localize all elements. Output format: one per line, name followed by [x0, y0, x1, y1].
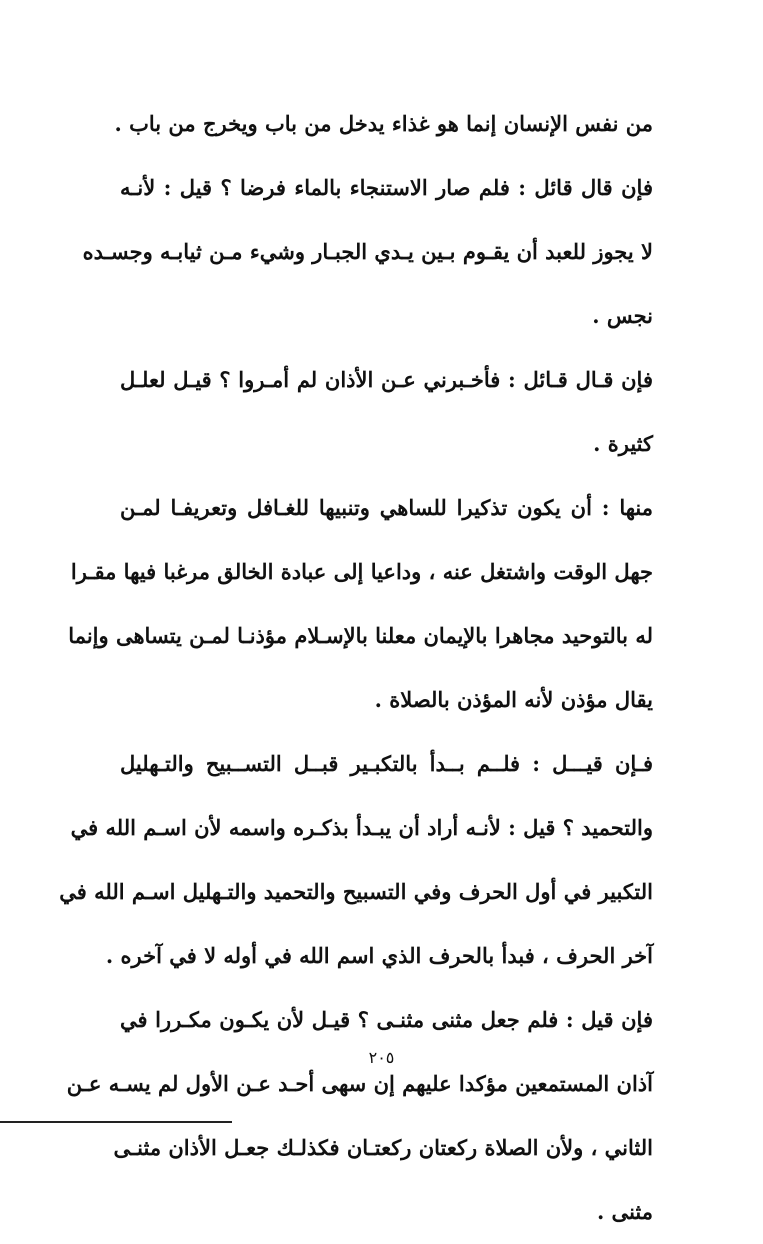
text-line: كثيرة .	[593, 431, 653, 456]
body-text	[59, 92, 653, 1244]
text-line: يقال مؤذن لأنه المؤذن بالصلاة .	[374, 687, 653, 712]
text-line: جهل الوقت واشتغل عنه ، وداعيا إلى عبادة الخالق مرغبا فيها مقـرا	[70, 559, 653, 584]
text-line: من نفس الإنسان إنما هو غذاء يدخل من باب ويخرج من باب .	[114, 111, 653, 136]
text-line: فـإن قيـــل : فلــم بــدأ بالتكبـير قبــل التســبيح والتـهليل	[120, 751, 653, 776]
text-line: لا يجوز للعبد أن يقـوم بـين يـدي الجبـار وشيء مـن ثيابـه وجسـده	[82, 239, 653, 264]
text-line: فإن قال قائل : فلم صار الاستنجاء بالماء فرضا ؟ قيل : لأنـه	[120, 175, 653, 200]
text-line: مثنى .	[596, 1199, 653, 1224]
text-line: والتحميد ؟ قيل : لأنـه أراد أن يبـدأ بذكـره واسمه لأن اسـم الله في	[70, 815, 653, 840]
text-line: فإن قيل : فلم جعل مثنى مثنـى ؟ قيـل لأن يكـون مكـررا في	[120, 1007, 653, 1032]
page-number: ٢٠٥	[368, 1048, 395, 1067]
text-line: له بالتوحيد مجاهرا بالإيمان معلنا بالإسـلام مؤذنـا لمـن يتساهى وإنما	[68, 623, 653, 648]
text-line: نجس .	[592, 303, 653, 328]
text-line: آذان المستمعين مؤكدا عليهم إن سهى أحـد عـن الأول لم يسـه عـن	[66, 1071, 653, 1096]
text-line: الثاني ، ولأن الصلاة ركعتان ركعتـان فكذلـك جعـل الأذان مثنـى	[113, 1135, 653, 1160]
bottom-divider	[0, 1121, 232, 1123]
text-line: منها : أن يكون تذكيرا للساهي وتنبيها للغـافل وتعريفـا لمـن	[120, 495, 653, 520]
text-line: التكبير في أول الحرف وفي التسبيح والتحميد والتـهليل اسـم الله في	[59, 879, 653, 904]
text-line: آخر الحرف ، فبدأ بالحرف الذي اسم الله في أوله لا في آخره .	[105, 943, 653, 968]
text-line: فإن قـال قـائل : فأخـبرني عـن الأذان لم أمـروا ؟ قيـل لعلـل	[120, 367, 653, 392]
